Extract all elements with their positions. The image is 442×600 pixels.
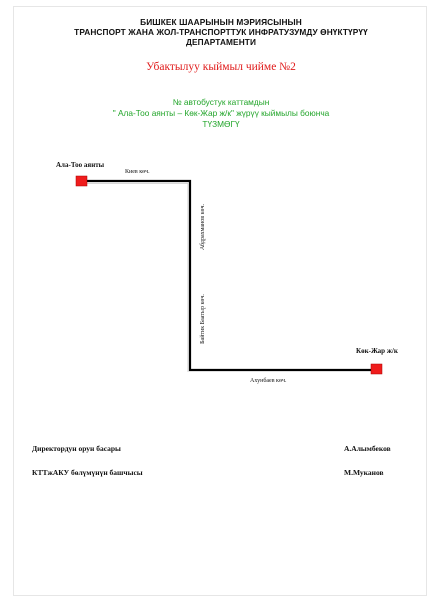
street-label-akhunbaev: Ахунбаев көч. bbox=[250, 378, 287, 384]
street-label-kievskaya: Киев көч. bbox=[125, 169, 150, 175]
route-description-line-1: № автобустук каттамдын bbox=[172, 97, 270, 107]
route-description-line-2: " Ала-Тоо аянты – Көк-Жар ж/к" жүрүү кыймылы боюнча bbox=[112, 108, 330, 118]
header-org-line-3: ДЕПАРТАМЕНТИ bbox=[185, 37, 257, 47]
header-org-line-2: ТРАНСПОРТ ЖАНА ЖОЛ-ТРАНСПОРТТУК ИНФРАТУЗУМДУ ӨНҮКТҮРҮҮ bbox=[74, 27, 368, 37]
route-line bbox=[82, 181, 377, 370]
header-org-line-1: БИШКЕК ШААРЫНЫН МЭРИЯСЫНЫН bbox=[140, 17, 302, 27]
signature-name-department-head: М.Муканов bbox=[344, 468, 384, 477]
signature-role-department-head: КТТжАКУ бөлүмүнүн башчысы bbox=[32, 468, 143, 477]
street-label-abdrakhmanov: Абдрахманов көч. bbox=[200, 203, 206, 251]
route-description-line-3: ТҮЗМӨГҮ bbox=[202, 119, 240, 129]
end-stop-label: Көк-Жар ж/к bbox=[356, 347, 398, 355]
document-title: Убактылуу кыймыл чиймe №2 bbox=[146, 61, 296, 73]
end-stop-marker bbox=[371, 364, 382, 374]
start-stop-marker bbox=[76, 176, 87, 186]
start-stop-label: Ала-Тоо аянты bbox=[56, 161, 105, 169]
signature-role-deputy-director: Директордун орун басары bbox=[32, 444, 121, 453]
street-label-baitik-baatyr: Байтик Баатыр көч. bbox=[200, 294, 206, 344]
signature-name-deputy-director: А.Алымбеков bbox=[344, 444, 391, 453]
